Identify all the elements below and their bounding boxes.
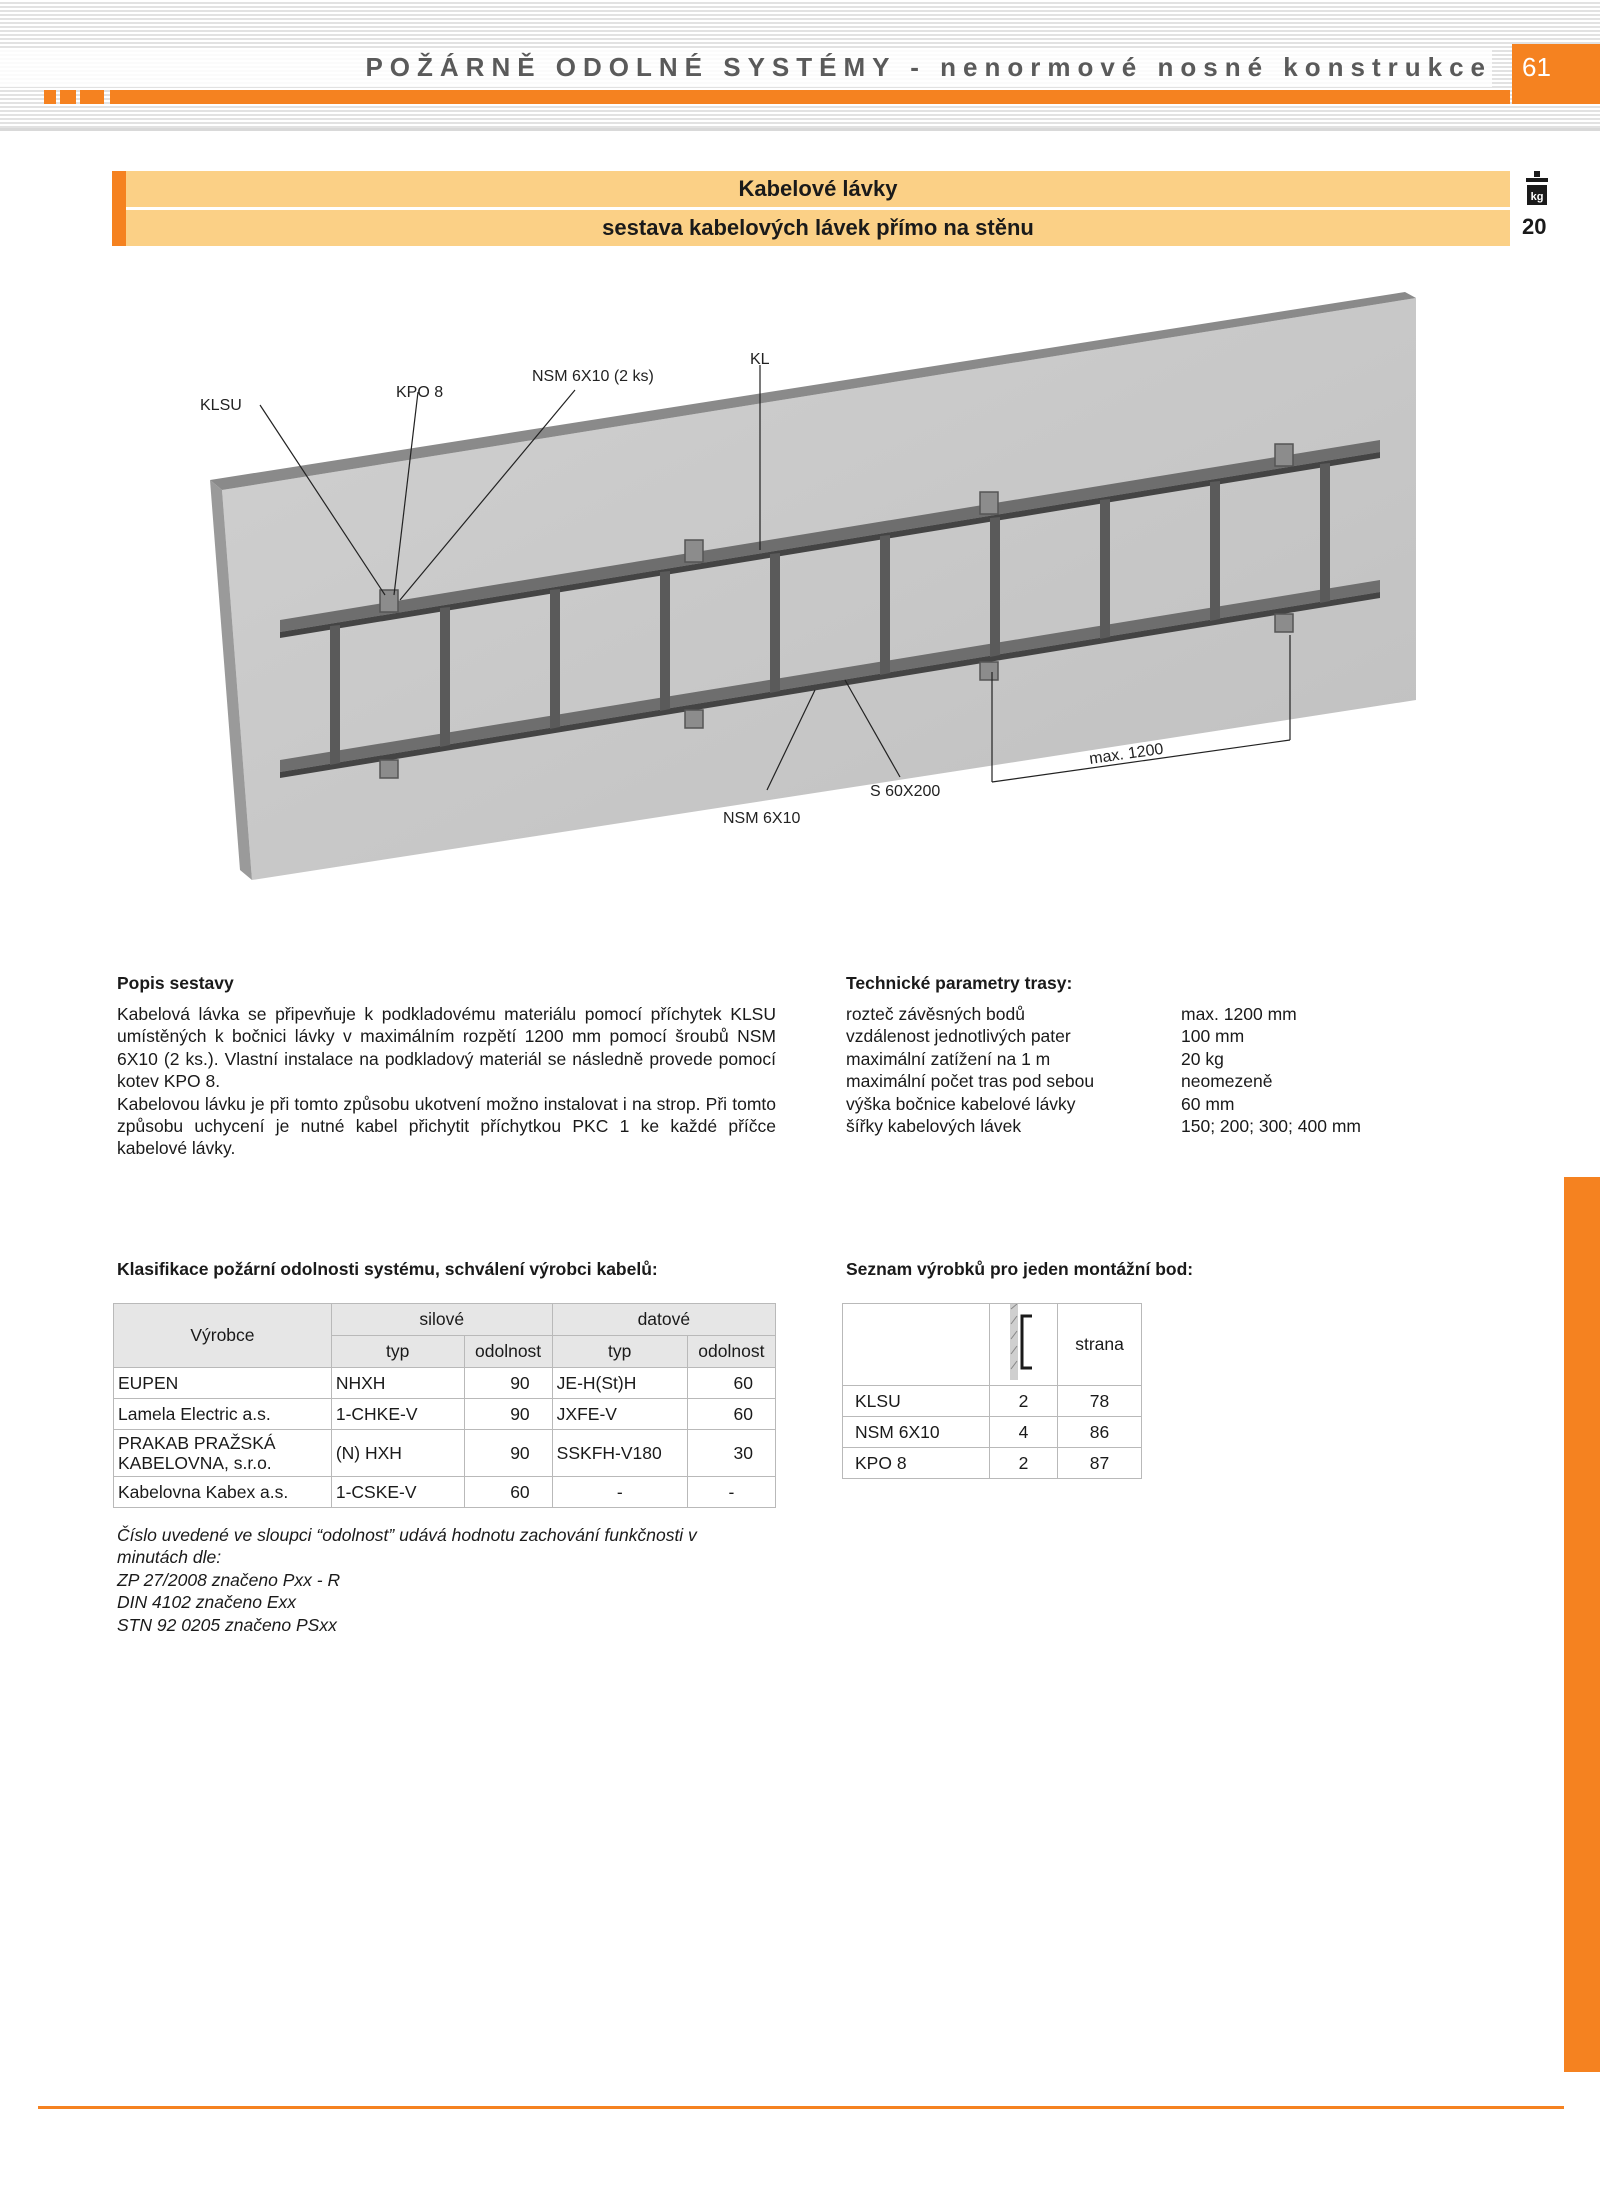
parameter-value: 20 kg (1181, 1048, 1224, 1069)
page-number: 61 (1512, 44, 1600, 104)
weight-value: 20 (1522, 214, 1547, 239)
cell-page: 78 (1058, 1386, 1142, 1417)
figure-label-max: max. 1200 (1088, 740, 1165, 768)
col-producer: Výrobce (114, 1304, 332, 1368)
cell-data-type: - (552, 1477, 687, 1508)
cell-data-type: JXFE-V (552, 1399, 687, 1430)
parameter-row (846, 1115, 1406, 1137)
parameters-heading: Technické parametry trasy: (846, 973, 1073, 993)
description-heading: Popis sestavy (117, 973, 234, 993)
description-text: Kabelová lávka se připevňuje k podkladovému materiálu pomocí příchytek KLSU umístěných k bočnici lávky v maximálním rozpětí 1200 mm pomocí šroubů NSM 6X10 (2 ks.). Vlastní instalace na podkladový materiál se následně provede pomocí kotev KPO 8. Kabelovou lávku je při tomto způsobu ukotvení možno instalovat i na strop. Při tomto způsobu uchycení je nutné kabel přichytit příchytkou PKC 1 ke každé příčce kabelové lávky. (117, 1004, 776, 1159)
col-power-type: typ (331, 1336, 464, 1368)
parameter-row (846, 1070, 1406, 1092)
cell-power-type: 1-CHKE-V (331, 1399, 464, 1430)
weight-icon-text: kg (1530, 191, 1544, 203)
banner-accent (112, 171, 126, 246)
products-table (842, 1303, 1142, 1479)
cell-data-resistance: 30 (687, 1430, 775, 1477)
col-page: strana (1058, 1304, 1142, 1386)
parameter-label: maximální zatížení na 1 m (846, 1048, 1051, 1069)
parameter-value: max. 1200 mm (1181, 1004, 1297, 1024)
parameter-label: rozteč závěsných bodů (846, 1004, 1025, 1024)
classification-note: Číslo uvedené ve sloupci “odolnost” udává hodnotu zachování funkčnosti v minutách dle: ZP 27/2008 značeno Pxx - R DIN 4102 značeno Exx STN 92 0205 značeno PSxx (117, 1525, 697, 1635)
cell-quantity: 2 (989, 1448, 1057, 1479)
parameter-label: šířky kabelových lávek (846, 1116, 1022, 1137)
table-row (114, 1430, 776, 1477)
cell-power-type: (N) HXH (331, 1430, 464, 1477)
cell-power-resistance: 90 (464, 1368, 552, 1399)
products-heading: Seznam výrobků pro jeden montážní bod: (846, 1259, 1194, 1279)
parameter-label: vzdálenost jednotlivých pater (846, 1026, 1071, 1047)
header-orange-bar (110, 90, 1510, 104)
weight-kg-icon (1526, 171, 1548, 205)
cell-data-type: JE-H(St)H (552, 1368, 687, 1399)
parameter-value: 150; 200; 300; 400 mm (1181, 1116, 1361, 1137)
cell-producer: Lamela Electric a.s. (114, 1399, 332, 1430)
cell-empty (843, 1304, 990, 1386)
parameter-label: výška bočnice kabelové lávky (846, 1093, 1076, 1114)
cell-data-resistance: 60 (687, 1399, 775, 1430)
table-row (843, 1386, 1142, 1417)
header-deco-block (60, 90, 76, 104)
page-header-title: POŽÁRNĚ ODOLNÉ SYSTÉMY - nenormové nosné konstrukce (0, 48, 1492, 87)
header-deco-block (44, 90, 56, 104)
figure-label-kl: KL (750, 351, 770, 368)
cell-producer: Kabelovna Kabex a.s. (114, 1477, 332, 1508)
table-row (843, 1448, 1142, 1479)
classification-heading: Klasifikace požární odolnosti systému, schválení výrobci kabelů: (117, 1259, 658, 1279)
cell-data-resistance: 60 (687, 1368, 775, 1399)
header-deco-block (80, 90, 104, 104)
col-data-type: typ (552, 1336, 687, 1368)
col-power: silové (331, 1304, 552, 1336)
parameter-value: 60 mm (1181, 1093, 1235, 1114)
cell-power-resistance: 90 (464, 1430, 552, 1477)
cell-page: 86 (1058, 1417, 1142, 1448)
section-title: Kabelové lávky (126, 171, 1510, 207)
parameter-row (846, 1025, 1406, 1047)
cell-power-type: NHXH (331, 1368, 464, 1399)
cell-quantity: 2 (989, 1386, 1057, 1417)
table-row (114, 1477, 776, 1508)
header-divider (0, 128, 1600, 131)
table-row (114, 1399, 776, 1430)
wall-bracket-icon (1010, 1304, 1036, 1380)
cell-data-type: SSKFH-V180 (552, 1430, 687, 1477)
cell-power-type: 1-CSKE-V (331, 1477, 464, 1508)
cell-power-resistance: 60 (464, 1477, 552, 1508)
parameter-label: maximální počet tras pod sebou (846, 1071, 1095, 1092)
parameter-row (846, 1048, 1406, 1070)
cell-data-resistance: - (687, 1477, 775, 1508)
figure-label-nsm-bottom: NSM 6X10 (723, 810, 801, 827)
parameter-value: neomezeně (1181, 1071, 1273, 1092)
footer-line (38, 2106, 1564, 2109)
cell-producer: EUPEN (114, 1368, 332, 1399)
figure-label-nsm-top: NSM 6X10 (2 ks) (532, 368, 654, 385)
table-row (843, 1417, 1142, 1448)
figure-label-s60: S 60X200 (870, 783, 941, 800)
cell-quantity: 4 (989, 1417, 1057, 1448)
col-power-resistance: odolnost (464, 1336, 552, 1368)
section-subtitle: sestava kabelových lávek přímo na stěnu (126, 210, 1510, 246)
parameter-value: 100 mm (1181, 1026, 1245, 1047)
side-orange-bar (1564, 1177, 1600, 2072)
cell-power-resistance: 90 (464, 1399, 552, 1430)
parameter-row (846, 1003, 1406, 1025)
cell-quantity-icon (989, 1304, 1057, 1386)
classification-table (113, 1303, 776, 1508)
table-header-row (843, 1304, 1142, 1386)
cable-tray-wall-drawing (200, 290, 1440, 900)
col-data-resistance: odolnost (687, 1336, 775, 1368)
cell-producer: PRAKAB PRAŽSKÁ KABELOVNA, s.r.o. (114, 1430, 332, 1477)
col-data: datové (552, 1304, 775, 1336)
figure-label-kpo8: KPO 8 (396, 384, 444, 401)
cell-product-name: KPO 8 (843, 1448, 990, 1479)
table-header-row (114, 1304, 776, 1336)
cell-product-name: KLSU (843, 1386, 990, 1417)
parameter-row (846, 1093, 1406, 1115)
cell-page: 87 (1058, 1448, 1142, 1479)
table-row (114, 1368, 776, 1399)
figure-label-klsu: KLSU (200, 397, 242, 414)
cell-product-name: NSM 6X10 (843, 1417, 990, 1448)
parameters-list (846, 1003, 1406, 1137)
